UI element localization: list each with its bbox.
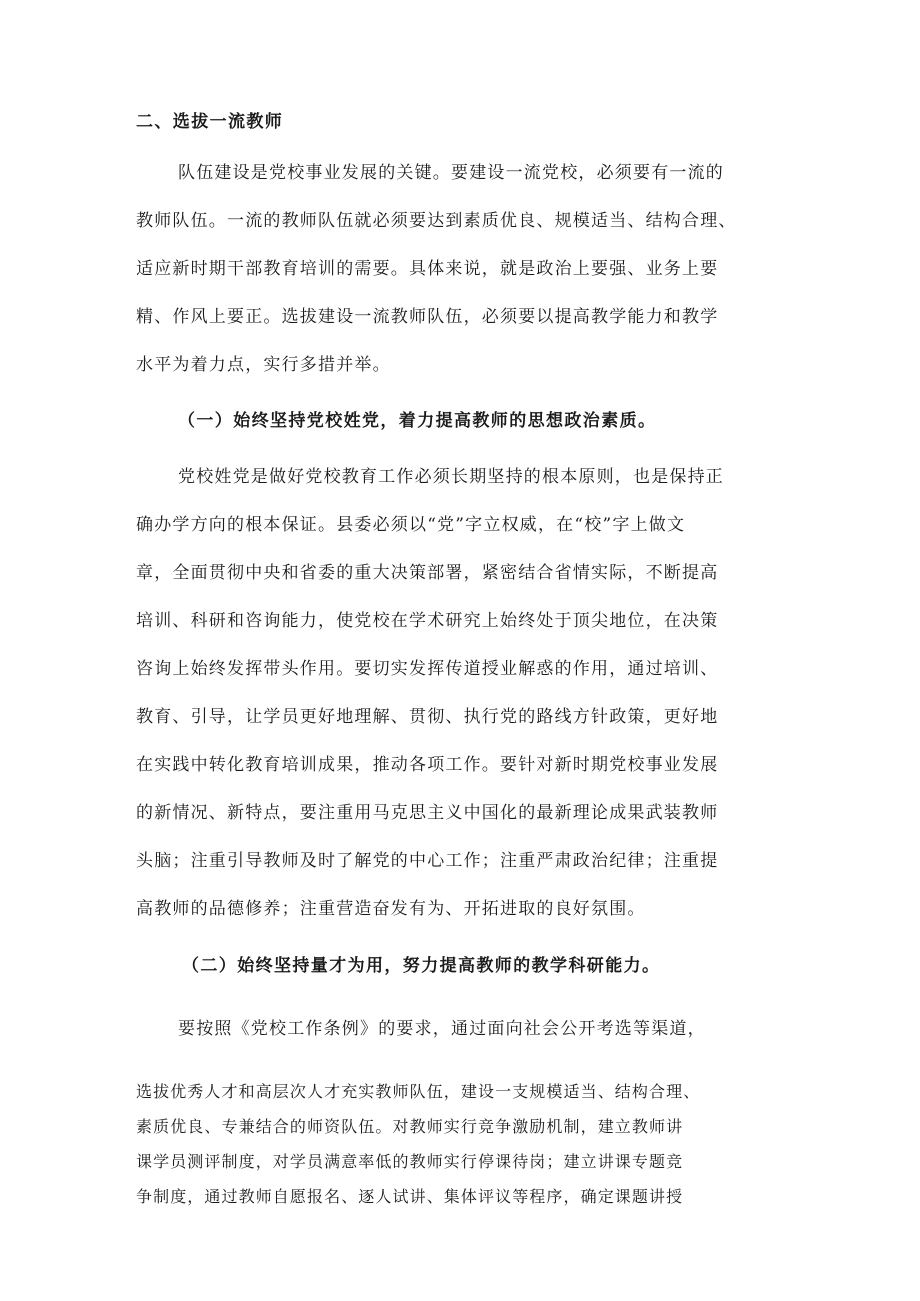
paragraph-line: 教育、引导，让学员更好地理解、贯彻、执行党的路线方针政策，更好地 xyxy=(136,707,719,727)
paragraph-line: 教师队伍。一流的教师队伍就必须要达到素质优良、规模适当、结构合理、 xyxy=(136,211,737,231)
paragraph-line: 咨询上始终发挥带头作用。要切实发挥传道授业解惑的作用，通过培训、 xyxy=(136,659,719,679)
paragraph-line: 头脑；注重引导教师及时了解党的中心工作；注重严肃政治纪律；注重提 xyxy=(136,851,719,871)
paragraph-line: 章，全面贯彻中央和省委的重大决策部署，紧密结合省情实际，不断提高 xyxy=(136,563,719,583)
paragraph-line: 精、作风上要正。选拔建设一流教师队伍，必须要以提高教学能力和教学 xyxy=(136,307,719,327)
paragraph-line: 选拔优秀人才和高层次人才充实教师队伍，建设一支规模适当、结构合理、 xyxy=(136,1082,701,1101)
paragraph-line: 水平为着力点，实行多措并举。 xyxy=(136,355,391,375)
paragraph-line: 争制度，通过教师自愿报名、逐人试讲、集体评议等程序，确定课题讲授 xyxy=(136,1187,684,1206)
paragraph-line: 队伍建设是党校事业发展的关键。要建设一流党校，必须要有一流的 xyxy=(178,163,724,183)
paragraph-line: 高教师的品德修养；注重营造奋发有为、开拓进取的良好氛围。 xyxy=(136,899,646,919)
paragraph-line: 的新情况、新特点，要注重用马克思主义中国化的最新理论成果武装教师 xyxy=(136,803,719,823)
paragraph-line: 素质优良、专兼结合的师资队伍。对教师实行竞争激励机制，建立教师讲 xyxy=(136,1117,684,1136)
paragraph-line: 要按照《党校工作条例》的要求，通过面向社会公开考选等渠道， xyxy=(178,1019,706,1039)
section-title: 二、选拔一流教师 xyxy=(136,112,284,132)
subsection-title: （一）始终坚持党校姓党，着力提高教师的思想政治素质。 xyxy=(178,411,657,431)
paragraph-line: 培训、科研和咨询能力，使党校在学术研究上始终处于顶尖地位，在决策 xyxy=(136,611,719,631)
paragraph-line: 适应新时期干部教育培训的需要。具体来说，就是政治上要强、业务上要 xyxy=(136,259,719,279)
subsection-title: （二）始终坚持量才为用，努力提高教师的教学科研能力。 xyxy=(182,956,661,976)
paragraph-line: 确办学方向的根本保证。县委必须以“党”字立权威，在“校”字上做文 xyxy=(136,515,686,535)
paragraph-line: 党校姓党是做好党校教育工作必须长期坚持的根本原则，也是保持正 xyxy=(178,467,724,487)
paragraph-line: 课学员测评制度，对学员满意率低的教师实行停课待岗；建立讲课专题竞 xyxy=(136,1152,684,1171)
paragraph-line: 在实践中转化教育培训成果，推动各项工作。要针对新时期党校事业发展 xyxy=(136,755,719,775)
